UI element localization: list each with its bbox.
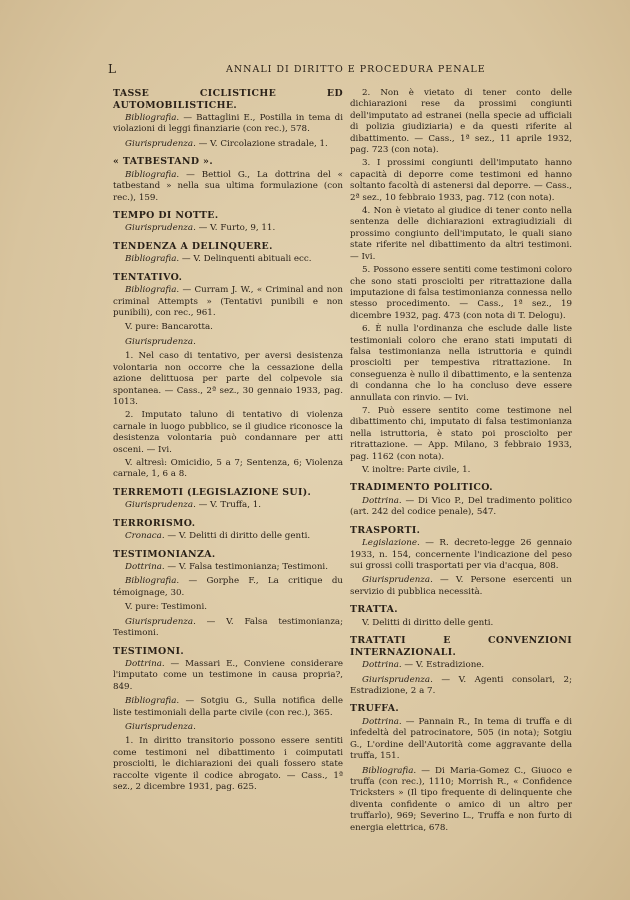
case-note: 7. Può essere sentito come testimone nel dibattimento chi, imputato di falsa testimonianza nella istruttoria, è stato poi prosciolto per ritrattazione. — App. Milano, 3 febbraio 1933, pag. 1162 (con nota).	[350, 405, 572, 462]
right-column	[350, 88, 572, 837]
index-entry	[113, 617, 343, 640]
index-entry	[113, 285, 343, 319]
entry-label: Bibliografia.	[125, 576, 180, 587]
entry-label: Dottrina.	[125, 562, 165, 573]
entry-text: — Gorphe F., La critique du témoignage, 30.	[113, 576, 344, 598]
entry-text: — Pannain R., In tema di truffa e di infedeltà del patrocinatore, 505 (in nota); Sotgiu G., L'ordine dell'Autorità come aggravante della truffa, 151.	[350, 716, 573, 762]
case-note: 3. I prossimi congiunti dell'imputato hanno capacità di deporre come testimoni ed hanno soltanto facoltà di astenersi dal deporre. — Cass., 2ª sez., 10 febbraio 1933, pag. 712 (con nota).	[350, 158, 572, 203]
entry-text: — Battaglini E., Postilla in tema di violazioni di leggi finanziarie (con rec.), 578.	[113, 113, 343, 135]
index-heading: TERRORISMO.	[113, 517, 196, 529]
index-entry	[350, 717, 572, 763]
see-also: V. altresì: Omicidio, 5 a 7; Sentenza, 6; Violenza carnale, 1, 6 a 8.	[113, 457, 343, 480]
see-also: V. inoltre: Parte civile, 1.	[362, 465, 471, 475]
entry-text: — Massari E., Conviene considerare l'imputato come un testimone in causa propria?, 849.	[113, 659, 344, 692]
entry-label: Bibliografia.	[362, 765, 417, 776]
index-heading: TERREMOTI (LEGISLAZIONE SUI).	[113, 486, 312, 498]
index-entry	[350, 496, 572, 519]
index-entry	[113, 696, 343, 719]
index-entry	[113, 223, 343, 234]
index-entry	[350, 675, 572, 698]
case-note: 6. È nulla l'ordinanza che esclude dalle liste testimoniali coloro che erano stati imputati di falsa testimonianza nella istruttoria e quindi prosciolti per tempestiva ritrattazione. In conseguenza è nullo il dibattimento, e la sentenza di condanna che lo ha concluso deve essere annullata con rinvio. — Ivi.	[350, 324, 572, 403]
index-entry	[113, 254, 343, 265]
entry-label: Legislazione.	[362, 538, 420, 549]
index-heading: « TATBESTAND ».	[113, 156, 213, 168]
index-heading: TESTIMONIANZA.	[113, 548, 216, 560]
entry-label: Bibliografia.	[125, 113, 180, 123]
index-entry	[113, 337, 343, 348]
entry-label: Giurisprudenza.	[125, 500, 196, 511]
index-entry	[113, 562, 343, 573]
entry-text: — Di Vico P., Del tradimento politico (art. 242 del codice penale), 547.	[350, 495, 573, 518]
running-head	[108, 62, 538, 78]
entry-label: Bibliografia.	[125, 169, 180, 180]
entry-label: Giurisprudenza.	[125, 722, 196, 733]
index-heading: TENDENZA A DELINQUERE.	[113, 240, 273, 252]
index-entry	[113, 576, 343, 599]
entry-label: Giurisprudenza.	[362, 674, 433, 685]
entry-label: Bibliografia.	[125, 696, 180, 707]
index-entry	[350, 660, 572, 671]
left-column	[113, 88, 343, 795]
index-heading: TASSE CICLISTICHE ED AUTOMOBILISTICHE.	[113, 88, 343, 111]
entry-label: Dottrina.	[362, 495, 402, 506]
case-note: 1. In diritto transitorio possono essere sentiti come testimoni nel dibattimento i coimputati prosciolti, le dichiarazioni dei quali fossero state raccolte vigente il codice abrogato. — Cass., 1ª sez., 2 dicembre 1931, pag. 625.	[113, 736, 343, 793]
case-note: 4. Non è vietato al giudice di tener conto nella sentenza delle dichiarazioni extragiudiziali di prossimo congiunto dell'imputato, le quali siano state riferite nel dibattimento da altri testimoni. — Ivi.	[350, 206, 572, 262]
index-entry	[113, 139, 343, 150]
index-entry	[350, 538, 572, 572]
entry-label: Giurisprudenza.	[125, 138, 196, 149]
case-note: 2. Imputato taluno di tentativo di violenza carnale in luogo pubblico, se il giudice riconosce la desistenza volontaria può condannare per atti osceni. — Ivi.	[113, 410, 343, 455]
entry-text: — V. Circolazione stradale, 1.	[198, 138, 328, 149]
index-entry	[350, 766, 572, 834]
index-heading: TENTATIVO.	[113, 271, 183, 283]
index-entry	[113, 113, 343, 136]
entry-text: — V. Truffa, 1.	[198, 500, 262, 511]
entry-text: — V. Persone esercenti un servizio di pubblica necessità.	[350, 575, 572, 597]
entry-label: Dottrina.	[125, 659, 165, 669]
entry-text: — Curram J. W., « Criminal and non criminal Attempts » (Tentativi punibili e non punibili), con rec., 961.	[113, 285, 343, 319]
index-entry	[113, 500, 343, 511]
entry-label: Giurisprudenza.	[362, 575, 433, 586]
entry-text: — V. Agenti consolari, 2; Estradizione, 2 a 7.	[350, 674, 572, 696]
see-also: V. Delitti di diritto delle genti.	[362, 617, 494, 628]
index-heading: TRASPORTI.	[350, 524, 421, 536]
entry-text: — Bettiol G., La dottrina del « tatbestand » nella sua ultima formulazione (con rec.), 159.	[113, 169, 343, 203]
entry-label: Cronaca.	[125, 531, 165, 542]
entry-text: — R. decreto-legge 26 gennaio 1933, n. 154, concernente l'indicazione del peso sui grossi colli trasportati per via d'acqua, 808.	[350, 538, 572, 572]
running-title: ANNALI DI DIRITTO E PROCEDURA PENALE	[226, 64, 486, 75]
see-also: V. pure: Testimoni.	[125, 602, 208, 613]
entry-text: — V. Estradizione.	[404, 660, 485, 671]
index-heading: TRATTATI E CONVENZIONI INTERNAZIONALI.	[350, 635, 572, 658]
page-number: L	[108, 62, 117, 76]
index-entry	[113, 170, 343, 204]
entry-label: Dottrina.	[362, 716, 402, 727]
index-heading: TESTIMONI.	[113, 645, 185, 657]
index-entry	[113, 659, 343, 693]
index-entry	[350, 575, 572, 598]
index-heading: TRADIMENTO POLITICO.	[350, 482, 493, 494]
entry-label: Giurisprudenza.	[125, 616, 196, 627]
entry-label: Giurisprudenza.	[125, 336, 196, 347]
entry-label: Giurisprudenza.	[125, 223, 196, 234]
index-heading: TRUFFA.	[350, 703, 400, 715]
see-also: V. pure: Bancarotta.	[125, 322, 213, 333]
entry-text: — V. Furto, 9, 11.	[198, 223, 276, 234]
entry-text: — Di Maria-Gomez C., Giuoco e truffa (con rec.), 1110; Morrish R., « Confidence Tricksters » (Il tipo frequente di delinquente che diventa confidente o amico di un altro per truffarlo), 969; Severino L., Truffa e non furto di energia elettrica, 678.	[350, 765, 572, 833]
entry-text: — Sotgiu G., Sulla notifica delle liste testimoniali della parte civile (con rec.), 365.	[113, 696, 344, 718]
index-heading: TRATTA.	[350, 604, 398, 616]
entry-label: Dottrina.	[362, 660, 402, 671]
case-note: 1. Nel caso di tentativo, per aversi desistenza volontaria non occorre che la cessazione della azione delittuosa per parte del colpevole sia spontanea. — Cass., 2ª sez., 30 gennaio 1933, pag. 1013.	[113, 351, 343, 407]
entry-text: — V. Falsa testimonianza; Testimoni.	[167, 562, 328, 573]
entry-label: Bibliografia.	[125, 285, 180, 296]
case-note: 2. Non è vietato di tener conto delle dichiarazioni rese da prossimi congiunti dell'imputato ad estranei (nella specie ad ufficiali di polizia giudiziaria) e da questi riferite al dibattimento. — Cass., 1ª sez., 11 aprile 1932, pag. 723 (con nota).	[350, 88, 572, 156]
index-entry	[113, 531, 343, 542]
index-heading: TEMPO DI NOTTE.	[113, 209, 219, 221]
entry-text: — V. Delinquenti abituali ecc.	[181, 254, 312, 265]
index-entry	[113, 722, 343, 733]
entry-text: — V. Delitti di diritto delle genti.	[167, 531, 311, 542]
entry-text: — V. Falsa testimonianza; Testimoni.	[113, 616, 343, 639]
entry-label: Bibliografia.	[125, 254, 180, 265]
case-note: 5. Possono essere sentiti come testimoni coloro che sono stati prosciolti per ritrattazione dalla imputazione di falsa testimonianza connessa nello stesso procedimento. — Cass., 1ª sez., 19 dicembre 1932, pag. 473 (con nota di T. Delogu).	[350, 265, 572, 321]
